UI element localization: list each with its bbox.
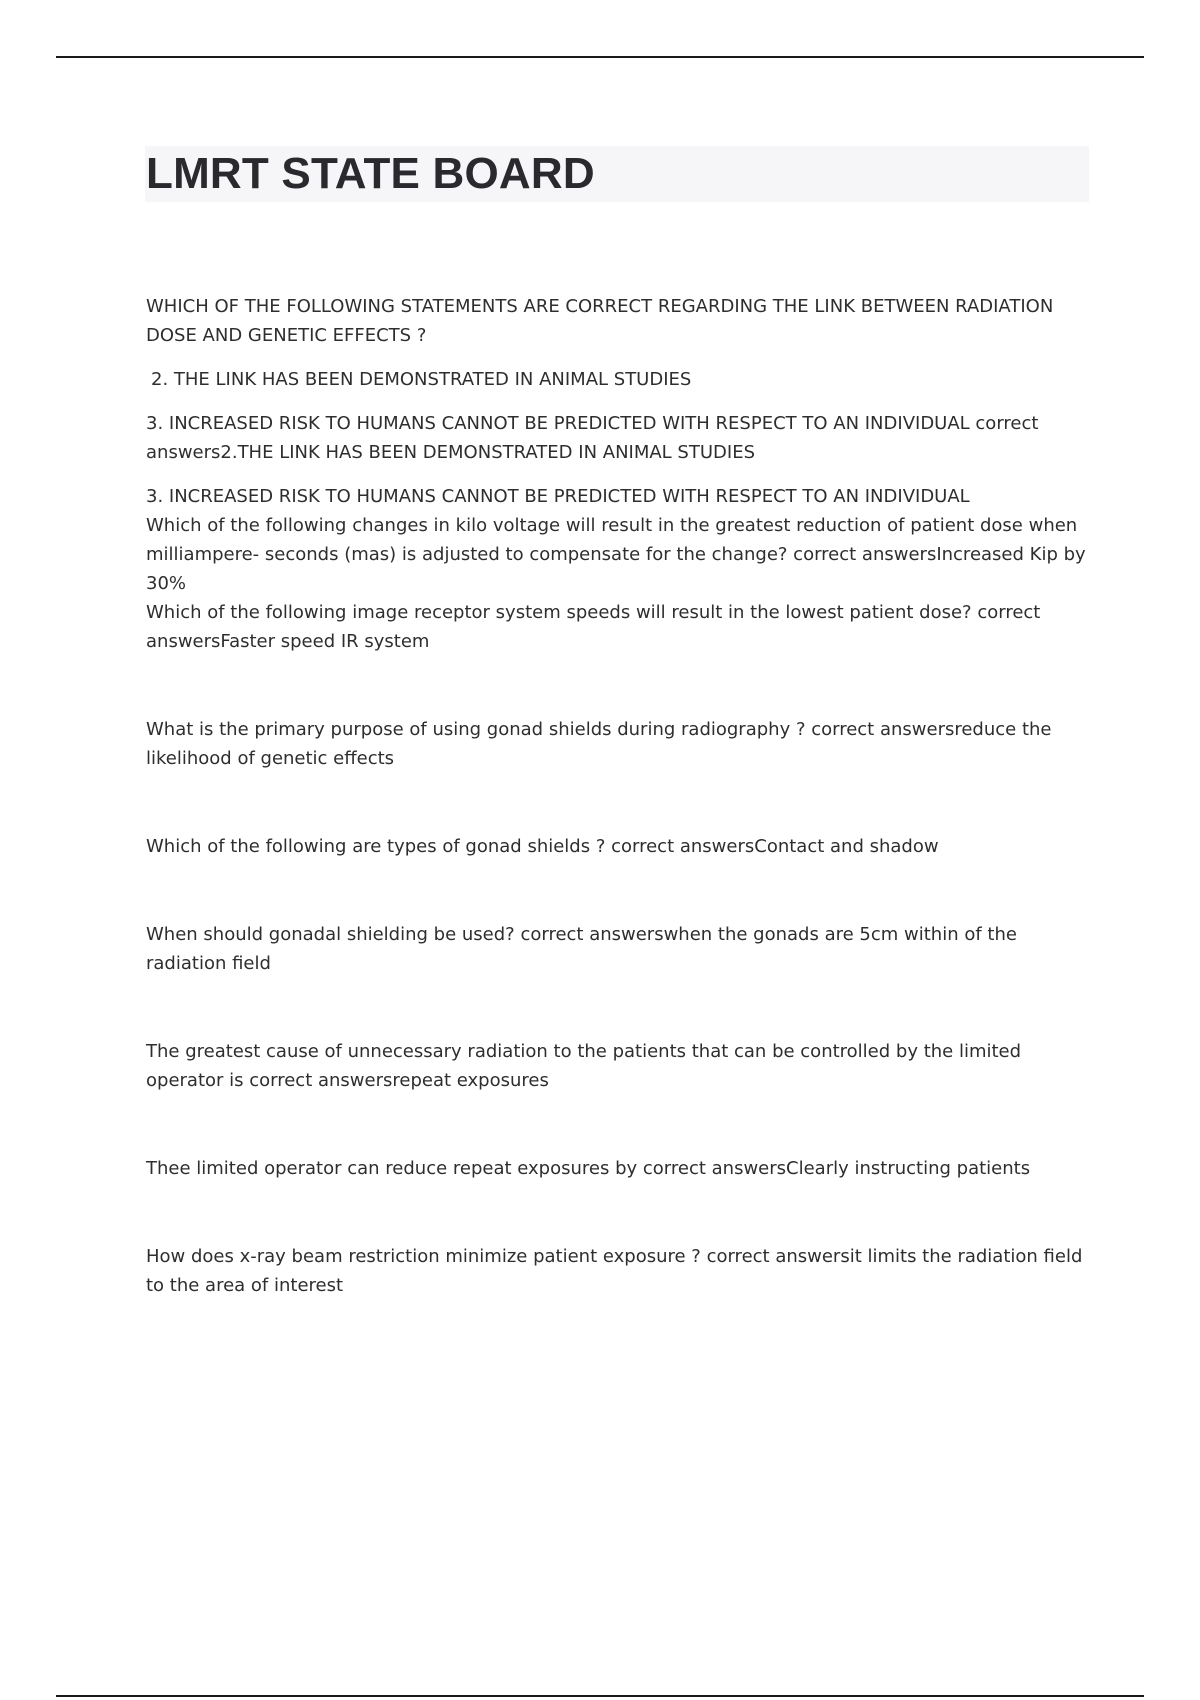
qa-block-7: The greatest cause of unnecessary radiation to the patients that can be controlled by the limited operator is correct answersrepeat exposures xyxy=(146,1041,1022,1091)
qa-block-5: Which of the following are types of gonad shields ? correct answersContact and shadow xyxy=(146,836,939,857)
statement-line: 3. INCREASED RISK TO HUMANS CANNOT BE PREDICTED WITH RESPECT TO AN INDIVIDUAL xyxy=(146,486,970,507)
statement-line: 3. INCREASED RISK TO HUMANS CANNOT BE PREDICTED WITH RESPECT TO AN INDIVIDUAL correct answers2.THE LINK HAS BEEN DEMONSTRATED IN ANIMAL STUDIES xyxy=(146,413,1039,463)
qa-block-4: What is the primary purpose of using gonad shields during radiography ? correct answersreduce the likelihood of genetic effects xyxy=(146,719,1052,769)
qa-block-6: When should gonadal shielding be used? correct answerswhen the gonads are 5cm within of the radiation field xyxy=(146,924,1017,974)
statement-line: 2. THE LINK HAS BEEN DEMONSTRATED IN ANIMAL STUDIES xyxy=(151,369,692,390)
qa-block-1 xyxy=(146,292,1096,511)
qa-block-2: Which of the following changes in kilo voltage will result in the greatest reduction of patient dose when milliampere- seconds (mas) is adjusted to compensate for the change? correct answersIncreased Kip by 30% xyxy=(146,515,1086,594)
document-body xyxy=(146,292,1096,1300)
qa-block-3: Which of the following image receptor system speeds will result in the lowest patient dose? correct answersFaster speed IR system xyxy=(146,602,1041,652)
document-title: LMRT STATE BOARD xyxy=(146,149,595,198)
footer-rule xyxy=(56,1695,1144,1697)
question-text: WHICH OF THE FOLLOWING STATEMENTS ARE CORRECT REGARDING THE LINK BETWEEN RADIATION DOSE AND GENETIC EFFECTS ? xyxy=(146,296,1054,346)
qa-block-8: Thee limited operator can reduce repeat exposures by correct answersClearly instructing patients xyxy=(146,1158,1031,1179)
qa-block-9: How does x-ray beam restriction minimize patient exposure ? correct answersit limits the radiation field to the area of interest xyxy=(146,1246,1083,1296)
header-rule xyxy=(56,56,1144,58)
